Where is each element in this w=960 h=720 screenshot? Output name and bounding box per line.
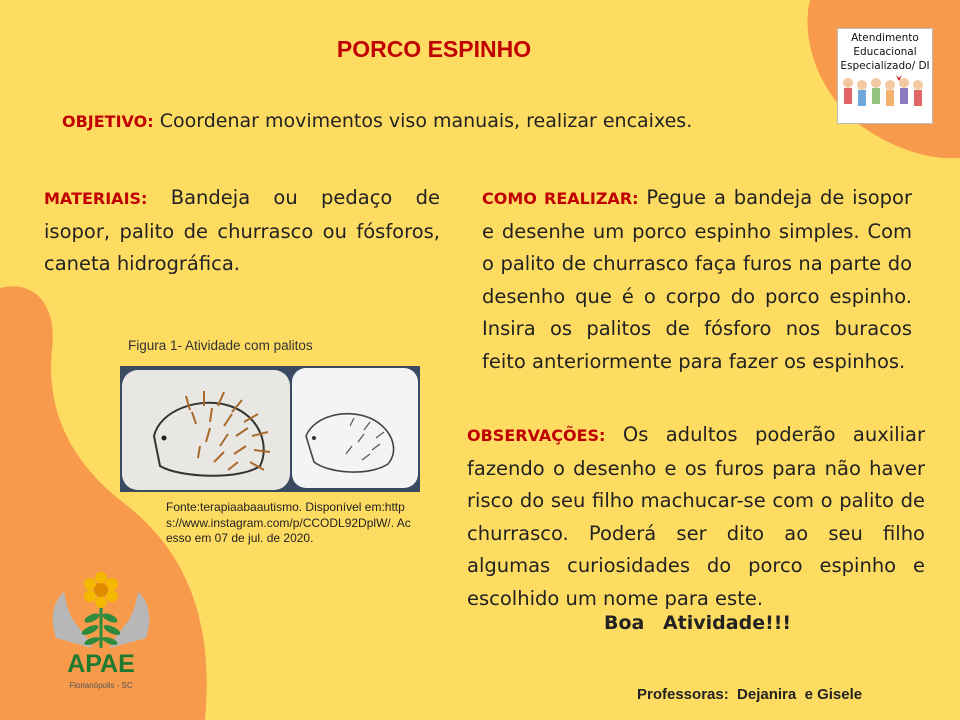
observations-section (467, 419, 925, 615)
objective-section (62, 110, 692, 132)
page-title: PORCO ESPINHO (336, 36, 532, 62)
closing-message: Boa Atividade!!! (604, 612, 792, 634)
objective-text: Coordenar movimentos viso manuais, realizar encaixes. (159, 110, 693, 132)
figure-caption: Figura 1- Atividade com palitos (128, 338, 313, 353)
materials-label: MATERIAIS: (44, 189, 148, 208)
apae-logo-city: Florianópolis - SC (69, 681, 133, 690)
materials-text: Bandeja ou pedaço de isopor, palito de churrasco ou fósforos, caneta hidrográfica. (44, 186, 440, 275)
how-to-text: Pegue a bandeja de isopor e desenhe um porco espinho simples. Com o palito de churrasco faça furos na parte do desenho que é o corpo do porco espinho. Insira os palitos de fósforo nos buracos feito anteriormente para fazer os espinhos. (482, 186, 913, 373)
aee-line-3: Especializado/ DI (840, 60, 930, 72)
aee-badge (837, 28, 933, 124)
teachers-credit: Professoras: Dejanira e Gisele (637, 686, 863, 703)
objective-label: OBJETIVO: (62, 112, 154, 131)
observations-label: OBSERVAÇÕES: (467, 426, 606, 445)
observations-text: Os adultos poderão auxiliar fazendo o desenho e os furos para não haver risco do seu filho machucar-se com o palito de churrasco. Poderá ser dito ao seu filho algumas curiosidades do porco espinho e escolhido um nome para este. (467, 423, 925, 610)
children-illustration (838, 73, 932, 117)
how-to-label: COMO REALIZAR: (482, 189, 639, 208)
activity-photo (120, 366, 420, 492)
figure-source: Fonte:terapiaabaautismo. Disponível em:https://www.instagram.com/p/CCODL92DplW/. Acesso em 07 de jul. de 2020. (166, 500, 411, 545)
apae-logo-name: APAE (67, 650, 135, 678)
aee-line-2: Educacional (853, 46, 917, 58)
how-to-section (482, 182, 912, 378)
materials-section (44, 182, 440, 281)
apae-logo (42, 568, 160, 718)
aee-line-1: Atendimento (851, 32, 919, 44)
